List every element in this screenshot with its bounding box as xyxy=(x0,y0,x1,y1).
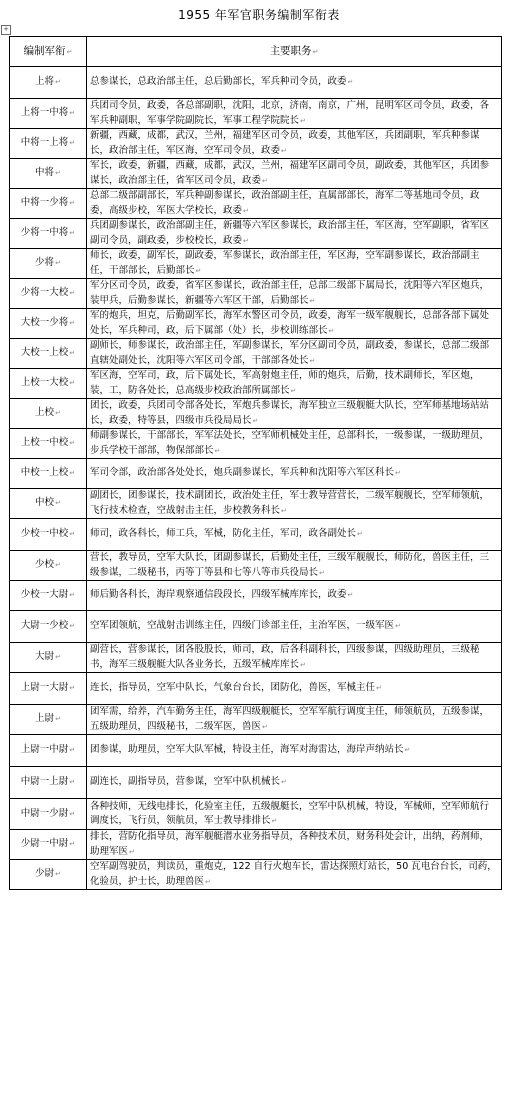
rank-cell xyxy=(10,309,87,339)
paragraph-mark-icon: ↵ xyxy=(262,176,268,185)
paragraph-mark-icon: ↵ xyxy=(214,446,221,455)
duties-cell xyxy=(87,799,502,830)
paragraph-mark-icon: ↵ xyxy=(328,326,335,335)
paragraph-mark-icon: ↵ xyxy=(69,530,76,539)
rank-table xyxy=(9,36,502,890)
duties-cell xyxy=(87,67,502,99)
table-row xyxy=(10,309,502,339)
duties-text: 军长，政委，新疆，西藏，成都，武汉，兰州，福建军区副司令员，副政委，其他军区，兵团参谋长，政治部主任，省军区司令员，政委 xyxy=(90,160,490,186)
paragraph-mark-icon: ↵ xyxy=(69,591,76,600)
paragraph-mark-icon: ↵ xyxy=(281,778,287,787)
rank-cell xyxy=(10,67,87,99)
paragraph-mark-icon: ↵ xyxy=(281,146,287,155)
table-row xyxy=(10,611,502,643)
paragraph-mark-icon: ↵ xyxy=(69,109,76,118)
rank-cell xyxy=(10,673,87,705)
rank-cell xyxy=(10,705,87,735)
rank-cell xyxy=(10,249,87,279)
rank-cell xyxy=(10,369,87,399)
duties-cell xyxy=(87,735,502,767)
rank-text: 上将 xyxy=(35,76,55,88)
header-rank: 编制军衔↵ xyxy=(10,37,87,67)
duties-cell xyxy=(87,830,502,860)
paragraph-mark-icon: ↵ xyxy=(309,296,316,305)
duties-cell xyxy=(87,189,502,219)
duties-cell xyxy=(87,219,502,249)
table-row xyxy=(10,249,502,279)
duties-text: 军司令部，政治部各处处长，炮兵副参谋长，军兵种和沈阳等六军区科长 xyxy=(90,467,395,479)
duties-cell xyxy=(87,339,502,369)
table-row xyxy=(10,735,502,767)
table-row xyxy=(10,459,502,489)
table-header-row xyxy=(10,37,502,67)
paragraph-mark-icon: ↵ xyxy=(69,439,76,448)
rank-text: 大校一少将 xyxy=(20,317,69,329)
duties-cell xyxy=(87,159,502,189)
table-row xyxy=(10,705,502,735)
rank-cell xyxy=(10,279,87,309)
duties-text: 军的炮兵，坦克，后勤副军长，海军水警区司令员，政委，海军一级军舰舰长，总部各部下属处处长，军兵种司，政，后下属部（处）长，步校训练部长 xyxy=(90,310,490,336)
paragraph-mark-icon: ↵ xyxy=(69,469,76,478)
paragraph-mark-icon: ↵ xyxy=(69,289,76,298)
duties-cell xyxy=(87,581,502,611)
paragraph-mark-icon: ↵ xyxy=(69,319,76,328)
rank-text: 上校一中校 xyxy=(20,437,69,449)
duties-text: 排长，营防化指导员，海军舰艇潜水业务指导员，各种技术员，财务科处会计，出纳，药剂师，助理军医 xyxy=(90,831,490,857)
rank-text: 上尉一中尉 xyxy=(20,744,69,756)
paragraph-mark-icon: ↵ xyxy=(205,877,211,886)
duties-cell xyxy=(87,129,502,159)
rank-cell xyxy=(10,767,87,799)
table-row xyxy=(10,519,502,551)
paragraph-mark-icon: ↵ xyxy=(395,622,401,631)
rank-cell xyxy=(10,489,87,519)
paragraph-mark-icon: ↵ xyxy=(55,499,61,508)
duties-text: 团参谋，助理员，空军大队军械，特设主任，海军对海雷达，海岸声纳站长 xyxy=(90,744,404,756)
duties-text: 师后勤各科长，海岸观察通信段段长，四级军械库库长，政委 xyxy=(90,589,347,601)
duties-cell xyxy=(87,459,502,489)
duties-text: 营长，教导员，空军大队长，团副参谋长，后勤处主任，三级军舰舰长，师防化，兽医主任，三级参谋，二级秘书，丙等丁等县和七等八等市兵役局长 xyxy=(90,552,490,578)
rank-cell xyxy=(10,339,87,369)
paragraph-mark-icon: ↵ xyxy=(357,530,363,539)
paragraph-mark-icon: ↵ xyxy=(69,379,76,388)
table-row xyxy=(10,369,502,399)
paragraph-mark-icon: ↵ xyxy=(69,809,76,818)
duties-text: 总参谋长，总政治部主任，总后勤部长，军兵种司令员，政委 xyxy=(90,76,347,88)
duties-cell xyxy=(87,705,502,735)
rank-text: 中校一上校 xyxy=(20,467,69,479)
duties-text: 副连长，副指导员，营参谋，空军中队机械长 xyxy=(90,776,281,788)
rank-text: 中校 xyxy=(35,497,55,509)
rank-cell xyxy=(10,219,87,249)
rank-cell xyxy=(10,159,87,189)
duties-cell xyxy=(87,643,502,673)
paragraph-mark-icon: ↵ xyxy=(395,469,401,478)
duties-cell xyxy=(87,369,502,399)
duties-cell xyxy=(87,429,502,459)
rank-cell xyxy=(10,551,87,581)
rank-text: 大尉一少校 xyxy=(20,620,69,632)
duties-text: 师司，政各科长，师工兵，军械，防化主任，军司，政各副处长 xyxy=(90,528,357,540)
rank-cell xyxy=(10,735,87,767)
rank-text: 少将 xyxy=(35,257,55,269)
rank-cell xyxy=(10,459,87,489)
rank-text: 中尉一少尉 xyxy=(20,807,69,819)
paragraph-mark-icon: ↵ xyxy=(69,349,76,358)
paragraph-mark-icon: ↵ xyxy=(404,746,411,755)
rank-cell xyxy=(10,399,87,429)
duties-cell xyxy=(87,611,502,643)
rank-cell xyxy=(10,189,87,219)
rank-cell xyxy=(10,643,87,673)
rank-text: 上尉 xyxy=(35,713,55,725)
rank-text: 中将一上将 xyxy=(20,137,69,149)
duties-text: 空军副驾驶员，判读员，重炮克，122 自行火炮车长，雷达探照灯站长，50 瓦电台台长，司药，化验员，护士长，助理兽医 xyxy=(90,861,497,887)
duties-text: 师副参谋长，干部部长，军军法处长，空军师机械处主任，总部科长，一级参谋，一级助理员，步兵学校干部部，物保部部长 xyxy=(90,430,490,456)
rank-cell xyxy=(10,830,87,860)
duties-cell xyxy=(87,249,502,279)
duties-text: 兵团司令员，政委，各总部副职，沈阳，北京，济南，南京，广州，昆明军区司令员，政委，各军兵种副职，军事学院副院长，军事工程学院院长 xyxy=(90,100,490,126)
paragraph-mark-icon: ↵ xyxy=(55,561,61,570)
table-row xyxy=(10,339,502,369)
paragraph-mark-icon: ↵ xyxy=(55,169,61,178)
table-row xyxy=(10,219,502,249)
paragraph-mark-icon: ↵ xyxy=(243,236,249,245)
duties-cell xyxy=(87,860,502,890)
rank-cell xyxy=(10,611,87,643)
table-row xyxy=(10,99,502,129)
rank-cell xyxy=(10,429,87,459)
paragraph-mark-icon: ↵ xyxy=(252,416,259,425)
paragraph-mark-icon: ↵ xyxy=(69,684,76,693)
table-row xyxy=(10,159,502,189)
rank-cell xyxy=(10,519,87,551)
header-duties: 主要职务↵ xyxy=(87,37,502,67)
rank-text: 大尉 xyxy=(35,651,55,663)
rank-text: 少校 xyxy=(35,559,55,571)
table-row xyxy=(10,673,502,705)
rank-text: 中将一少将 xyxy=(20,197,69,209)
paragraph-mark-icon: ↵ xyxy=(55,409,61,418)
rank-text: 少将一大校 xyxy=(20,287,69,299)
duties-cell xyxy=(87,519,502,551)
paragraph-mark-icon: ↵ xyxy=(55,870,61,879)
table-row xyxy=(10,399,502,429)
duties-cell xyxy=(87,551,502,581)
paragraph-mark-icon: ↵ xyxy=(347,591,354,600)
paragraph-mark-icon: ↵ xyxy=(300,116,306,125)
duties-text: 副营长，营参谋长，团各股股长，师司，政，后各科副科长，四级参谋，四级助理员，三级秘书，海军三级舰艇大队各业务长，五级军械库库长 xyxy=(90,644,480,670)
paragraph-mark-icon: ↵ xyxy=(55,653,61,662)
duties-text: 兵团副参谋长，政治部副主任，新疆等六军区参谋长，政治部主任，军区海，空军副职，省军区副司令员，副政委，步校校长，政委 xyxy=(90,220,490,246)
rank-cell xyxy=(10,860,87,890)
table-row xyxy=(10,830,502,860)
rank-text: 中将 xyxy=(35,167,55,179)
rank-text: 少尉一中尉 xyxy=(20,838,69,850)
duties-cell xyxy=(87,279,502,309)
paragraph-mark-icon: ↵ xyxy=(271,817,278,825)
rank-text: 上校 xyxy=(35,407,55,419)
duties-text: 总部二级部副部长，军兵种副参谋长，政治部副主任，直属部部长，海军二等基地司令员，政委，高级步校，军医大学校长，政委 xyxy=(90,190,480,216)
duties-text: 副团长，团参谋长，技术副团长，政治处主任，军士教导营营长，二级军舰舰长，空军师领航，飞行技术检查，空战射击主任，步校教务科长 xyxy=(90,490,490,516)
rank-cell xyxy=(10,799,87,830)
rank-cell xyxy=(10,581,87,611)
duties-cell xyxy=(87,99,502,129)
paragraph-mark-icon: ↵ xyxy=(262,722,268,731)
duties-cell xyxy=(87,767,502,799)
rank-text: 中尉一上尉 xyxy=(20,776,69,788)
rank-text: 少校一中校 xyxy=(20,528,69,540)
paragraph-mark-icon: ↵ xyxy=(300,660,306,669)
paragraph-mark-icon: ↵ xyxy=(309,356,316,365)
rank-text: 上将一中将 xyxy=(20,107,69,119)
duties-text: 空军团领航，空战射击训练主任，四级门诊部主任，主治军医，一级军医 xyxy=(90,620,395,632)
paragraph-mark-icon: ↵ xyxy=(376,684,382,693)
duties-text: 副师长，师参谋长，政治部主任，军副参谋长，军分区副司令员，副政委，参谋长，总部二级部直辖处副处长，沈阳等六军区司令部，干部部各处长 xyxy=(90,340,490,366)
paragraph-mark-icon: ↵ xyxy=(129,847,135,856)
paragraph-mark-icon: ↵ xyxy=(69,622,76,631)
table-move-handle-icon[interactable]: + xyxy=(1,25,11,35)
rank-cell xyxy=(10,129,87,159)
duties-text: 新疆，西藏，成都，武汉，兰州，福建军区司令员，政委，其他军区，兵团副职，军兵种参谋长，政治部主任，军区海，空军司令员，政委 xyxy=(90,130,480,156)
rank-cell xyxy=(10,99,87,129)
paragraph-mark-icon: ↵ xyxy=(281,506,287,515)
table-row xyxy=(10,860,502,890)
table-row xyxy=(10,189,502,219)
rank-text: 少尉 xyxy=(35,868,55,880)
paragraph-mark-icon: ↵ xyxy=(55,78,61,87)
paragraph-mark-icon: ↵ xyxy=(69,778,76,787)
duties-cell xyxy=(87,673,502,705)
paragraph-mark-icon: ↵ xyxy=(69,746,76,755)
duties-cell xyxy=(87,399,502,429)
rank-text: 大校一上校 xyxy=(20,347,69,359)
duties-cell xyxy=(87,309,502,339)
paragraph-mark-icon: ↵ xyxy=(55,259,61,268)
table-row xyxy=(10,489,502,519)
duties-text: 师长，政委，副军长，副政委，军参谋长，政治部主任，军区海，空军副参谋长，政治部副主任，干部部长，后勤部长 xyxy=(90,250,480,276)
duties-text: 军区海，空军司，政，后下属处长，军高射炮主任，师的炮兵，后勤，技术副师长，军区炮，装，工，防各处长，总高级步校政治部所属部长 xyxy=(90,370,480,396)
paragraph-mark-icon: ↵ xyxy=(69,199,76,208)
duties-text: 军分区司令员，政委，省军区参谋长，政治部主任，总部二级部下属局长，沈阳等六军区炮兵，装甲兵，后勤参谋长，新疆等六军区干部，后勤部长 xyxy=(90,280,490,306)
paragraph-mark-icon: ↵ xyxy=(319,568,325,577)
document-title: 1955 年军官职务编制军衔表 xyxy=(178,8,340,22)
duties-text: 连长，指导员，空军中队长，气象台台长，团防化，兽医，军械主任 xyxy=(90,682,376,694)
paragraph-mark-icon: ↵ xyxy=(69,229,76,238)
table-row xyxy=(10,67,502,99)
paragraph-mark-icon: ↵ xyxy=(347,78,354,87)
table-row xyxy=(10,767,502,799)
table-row xyxy=(10,129,502,159)
rank-text: 少校一大尉 xyxy=(20,589,69,601)
paragraph-mark-icon: ↵ xyxy=(55,715,61,724)
table-row xyxy=(10,581,502,611)
paragraph-mark-icon: ↵ xyxy=(69,139,76,148)
paragraph-mark-icon: ↵ xyxy=(243,206,249,215)
rank-text: 少将一中将 xyxy=(20,227,69,239)
duties-cell xyxy=(87,489,502,519)
duties-text: 团长，政委，兵团司令部各处长，军炮兵参谋长，海军独立三级舰艇大队长，空军师基地场站站长，政委，特等县，四级市兵役局局长 xyxy=(90,400,490,426)
paragraph-mark-icon: ↵ xyxy=(290,386,297,395)
duties-text: 各种技师，无线电排长，化验室主任，五级舰艇长，空军中队机械，特设，军械师，空军师航行调度长，飞行员，领航员，军士教导排排长 xyxy=(90,800,490,826)
table-row xyxy=(10,429,502,459)
table-row xyxy=(10,643,502,673)
table-row xyxy=(10,799,502,830)
table-row xyxy=(10,279,502,309)
paragraph-mark-icon: ↵ xyxy=(69,840,76,849)
rank-text: 上校一大校 xyxy=(20,377,69,389)
rank-table-body xyxy=(10,37,502,890)
rank-text: 上尉一大尉 xyxy=(20,682,69,694)
table-row xyxy=(10,551,502,581)
paragraph-mark-icon: ↵ xyxy=(195,266,202,275)
duties-text: 团军需，给养，汽车勤务主任，海军四级舰艇长，空军军航行调度主任，师领航员，五级参谋，五级助理员，四级秘书，二级军医，兽医 xyxy=(90,706,490,732)
